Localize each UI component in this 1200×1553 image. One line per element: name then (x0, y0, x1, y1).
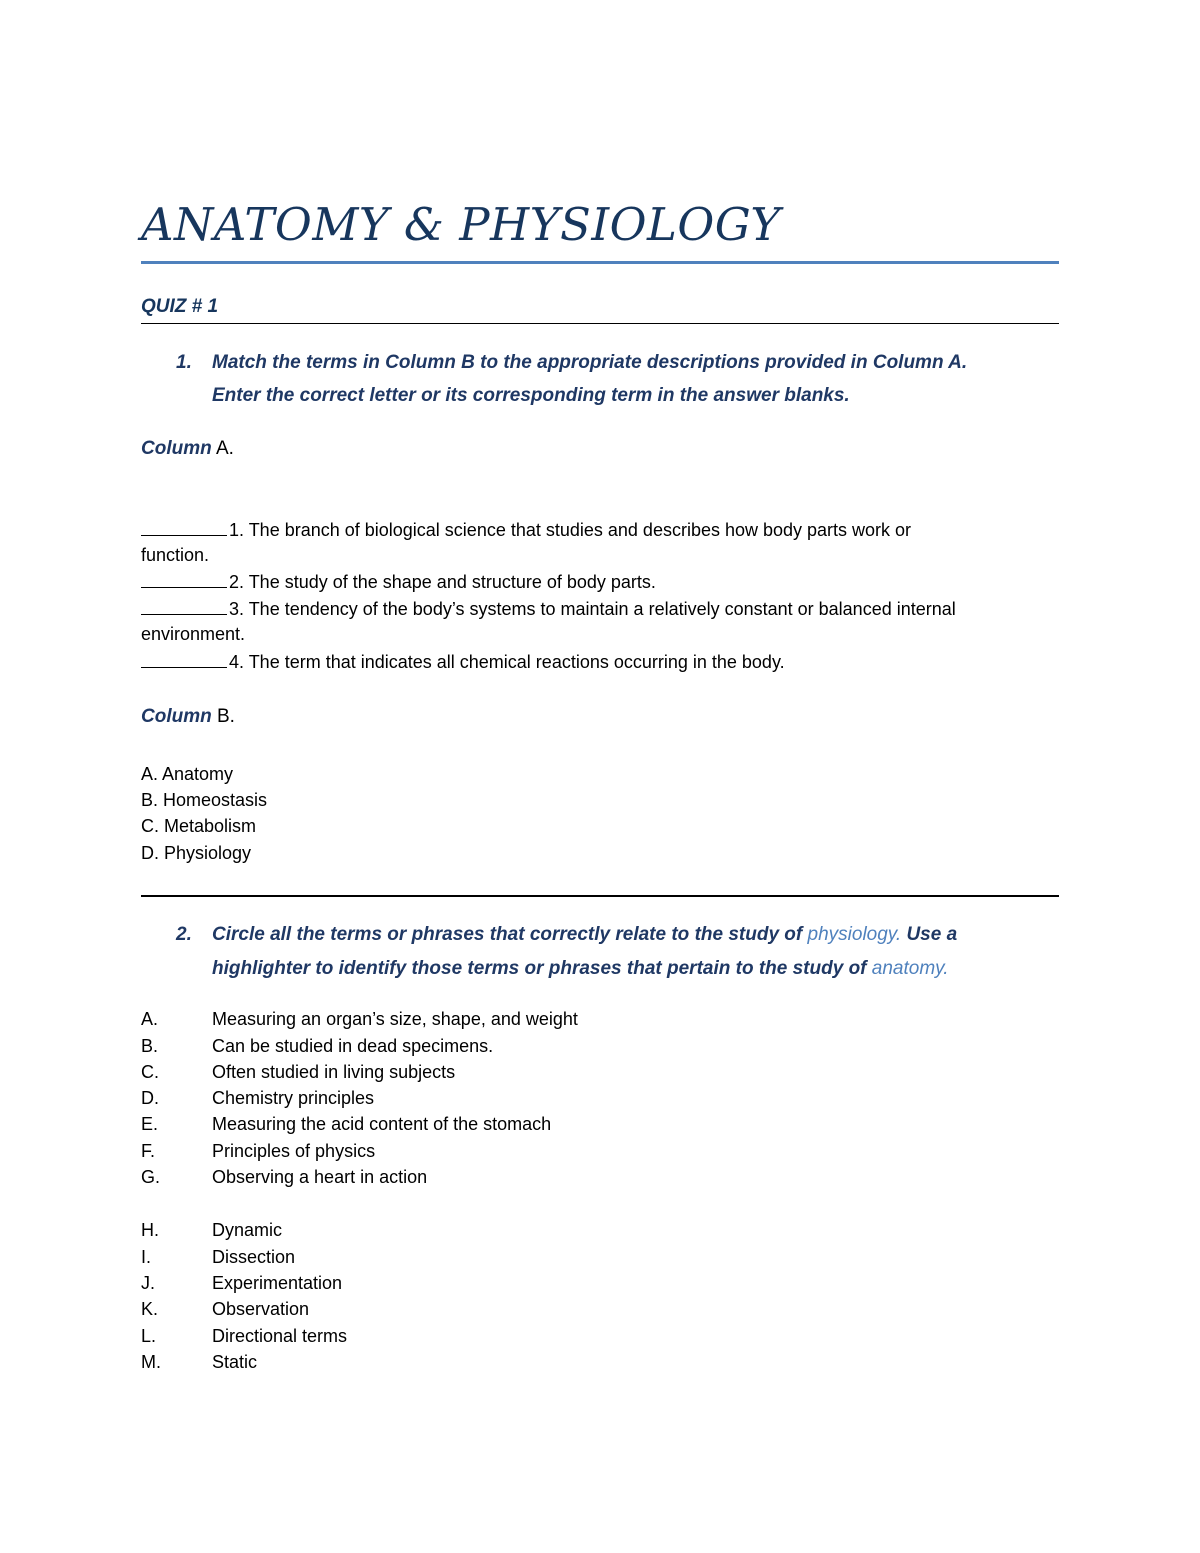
column-a-item-2-text: 2. The study of the shape and structure of body parts. (229, 572, 656, 592)
column-b-item: A. Anatomy (141, 764, 234, 784)
question-2-line-1 (212, 924, 957, 946)
option-letter: G. (141, 1167, 161, 1187)
option-text: Dissection (212, 1247, 296, 1267)
title-underline (141, 261, 1059, 264)
column-a-item-4 (141, 651, 785, 673)
option-text: Often studied in living subjects (212, 1062, 456, 1082)
anatomy-highlight: anatomy. (871, 958, 949, 979)
option-letter: J. (141, 1273, 156, 1293)
column-a-item-1-text: 1. The branch of biological science that studies and describes how body parts work or (229, 520, 912, 540)
section-divider (141, 895, 1059, 897)
question-1-line-1: Match the terms in Column B to the appropriate descriptions provided in Column A. (212, 352, 968, 373)
option-letter: M. (141, 1352, 161, 1372)
answer-blank-3[interactable] (141, 598, 227, 615)
column-a-item-3 (141, 598, 956, 620)
option-letter: H. (141, 1220, 159, 1240)
option-text: Observing a heart in action (212, 1167, 428, 1187)
option-text: Measuring the acid content of the stomach (212, 1114, 552, 1134)
answer-blank-4[interactable] (141, 651, 227, 668)
column-a-heading-label: Column (141, 438, 212, 459)
column-b-item: D. Physiology (141, 843, 252, 863)
question-2-line-1-text: Circle all the terms or phrases that correctly relate to the study of (212, 924, 808, 945)
question-2-line-2 (212, 958, 949, 980)
question-2-line-2-text: highlighter to identify those terms or phrases that pertain to the study of (212, 958, 872, 979)
question-2-number: 2. (176, 924, 192, 945)
column-b-item: C. Metabolism (141, 816, 257, 836)
column-b-heading (141, 706, 235, 728)
option-letter: C. (141, 1062, 159, 1082)
option-text: Principles of physics (212, 1141, 376, 1161)
option-text: Static (212, 1352, 258, 1372)
answer-blank-1[interactable] (141, 519, 227, 536)
column-a-item-3-text: 3. The tendency of the body’s systems to maintain a relatively constant or balanced internal (229, 599, 956, 619)
answer-blank-2[interactable] (141, 571, 227, 588)
column-a-item-3-wrap: environment. (141, 624, 246, 644)
column-a-item-1-wrap: function. (141, 545, 210, 565)
option-letter: L. (141, 1326, 157, 1346)
column-a-item-4-text: 4. The term that indicates all chemical reactions occurring in the body. (229, 652, 785, 672)
question-2-line-1-end: Use a (901, 924, 958, 945)
column-b-heading-label: Column (141, 706, 212, 727)
option-letter: A. (141, 1009, 159, 1029)
option-letter: I. (141, 1247, 152, 1267)
option-text: Dynamic (212, 1220, 283, 1240)
option-letter: F. (141, 1141, 156, 1161)
column-a-heading (141, 438, 234, 460)
document-title: ANATOMY & PHYSIOLOGY (141, 198, 781, 251)
option-letter: B. (141, 1036, 159, 1056)
column-b-heading-letter: B. (211, 706, 235, 727)
question-1-line-2: Enter the correct letter or its corresponding term in the answer blanks. (212, 385, 850, 406)
option-text: Can be studied in dead specimens. (212, 1036, 494, 1056)
option-letter: D. (141, 1088, 159, 1108)
column-a-item-2 (141, 571, 656, 593)
option-letter: E. (141, 1114, 159, 1134)
physiology-highlight: physiology. (807, 924, 902, 945)
question-1-number: 1. (176, 352, 192, 373)
column-a-item-1 (141, 519, 911, 541)
option-text: Experimentation (212, 1273, 343, 1293)
option-letter: K. (141, 1299, 159, 1319)
option-text: Observation (212, 1299, 310, 1319)
quiz-underline (141, 323, 1059, 324)
quiz-label: QUIZ # 1 (141, 296, 219, 317)
option-text: Measuring an organ’s size, shape, and weight (212, 1009, 578, 1029)
column-a-heading-letter: A. (211, 438, 234, 459)
option-text: Chemistry principles (212, 1088, 375, 1108)
option-text: Directional terms (212, 1326, 348, 1346)
column-b-item: B. Homeostasis (141, 790, 268, 810)
